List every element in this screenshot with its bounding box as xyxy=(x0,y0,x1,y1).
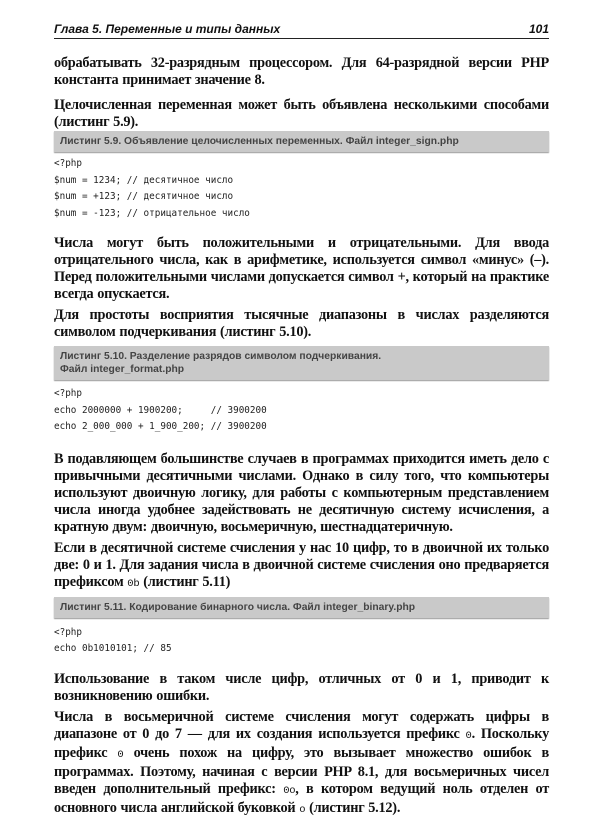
running-header xyxy=(54,20,549,39)
paragraph: обрабатывать 32-разрядным процессором. Для 64-разрядной версии PHP константа принимает значение 8. xyxy=(54,55,549,88)
paragraph: Использование в таком числе цифр, отличных от 0 и 1, приводит к возникновению ошибки. xyxy=(54,670,549,704)
code-listing xyxy=(54,625,549,658)
code-line: <?php xyxy=(54,158,82,169)
code-line: echo 2000000 + 1900200; // 3900200 xyxy=(54,404,267,416)
code-line: $num = 1234; // десятичное число xyxy=(54,174,234,186)
code-line: $num = -123; // отрицательное число xyxy=(54,207,250,219)
code-line: echo 2_000_000 + 1_900_200; // 3900200 xyxy=(54,421,267,432)
page-number: 101 xyxy=(528,22,549,36)
code-listing xyxy=(54,386,549,436)
code-line: <?php xyxy=(54,626,82,638)
text: , в котором ведущий ноль отделен от основного числа английской буковкой xyxy=(54,780,550,816)
inline-code: 0o xyxy=(283,784,296,797)
paragraph xyxy=(54,540,549,593)
code-listing xyxy=(54,156,549,222)
paragraph: Числа могут быть положительными и отрицательными. Для ввода отрицательного числа, как в арифметике, используется символ «минус» (–). Перед положительными числами допускается символ +, который на практике всегда опускается. xyxy=(54,235,549,302)
inline-code: o xyxy=(299,803,306,816)
code-line: echo 0b1010101; // 85 xyxy=(54,643,172,654)
text: (листинг 5.12). xyxy=(305,799,401,816)
code-line: <?php xyxy=(54,388,82,399)
listing-caption-line: Файл integer_format.php xyxy=(60,364,185,375)
paragraph: Целочисленная переменная может быть объявлена несколькими способами (листинг 5.9). xyxy=(54,97,549,130)
chapter-title: Глава 5. Переменные и типы данных xyxy=(54,22,281,36)
inline-code: 0b xyxy=(127,577,140,590)
listing-caption xyxy=(54,346,549,380)
listing-caption-line: Листинг 5.10. Разделение разрядов символом подчеркивания. xyxy=(60,351,382,362)
listing-caption: Листинг 5.9. Объявление целочисленных переменных. Файл integer_sign.php xyxy=(54,131,549,152)
page-column xyxy=(54,0,549,829)
listing-caption: Листинг 5.11. Кодирование бинарного числа. Файл integer_binary.php xyxy=(54,597,549,618)
inline-code: 0 xyxy=(465,729,472,742)
text: . Поскольку префикс xyxy=(54,725,549,761)
text: Если в десятичной системе счисления у нас 10 цифр, то в двоичной их только две: 0 и 1. Для задания числа в двоичной системе счисления оно предваряется префиксом xyxy=(54,539,549,590)
code-line: $num = +123; // десятичное число xyxy=(54,191,234,202)
paragraph: Для простоты восприятия тысячные диапазоны в числах разделяются символом подчеркивания (листинг 5.10). xyxy=(54,307,549,340)
text: (листинг 5.11) xyxy=(139,573,231,590)
text: очень похож на цифру, это вызывает множество ошибок в программах. Поэтому, начиная с версии PHP 8.1, для восьмеричных чисел введен дополнительный префикс: xyxy=(54,744,550,797)
paragraph xyxy=(54,709,549,819)
text: Числа в восьмеричной системе счисления могут содержать цифры в диапазоне от 0 до 7 — для их создания используется префикс xyxy=(54,708,549,742)
inline-code: 0 xyxy=(117,748,124,761)
paragraph: В подавляющем большинстве случаев в программах приходится иметь дело с привычными десятичными числами. Однако в силу того, что компьютеры используют двоичную логику, для работы с компьютерным представлением числа иногда удобнее задействовать не десятичную систему исчисления, а кратную двум: двоичную, восьмеричную, шестнадцатеричную. xyxy=(54,450,549,535)
